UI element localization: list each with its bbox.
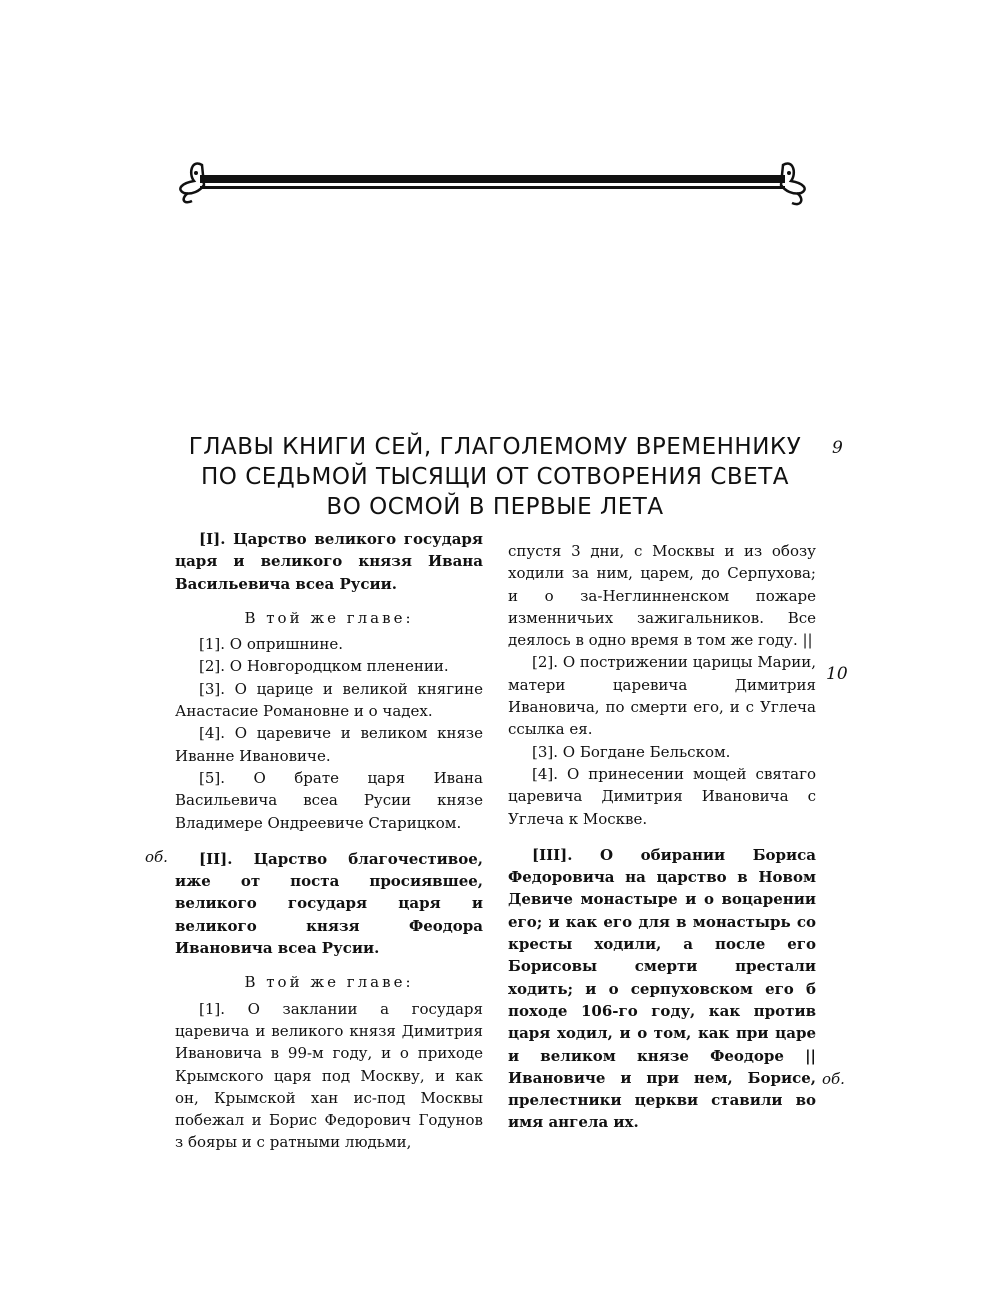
chapter-3-heading: [III]. О обирании Бориса Федоровича на царство в Новом Девиче монастыре и о воцарении его; и как его для в монастырь со кресты ходили, а после его Борисовы смерти престали ходить; и о серпуховском его б походе 106-го году, как против царя ходил, и о том, как при царе и великом князе Феодоре || Ивановиче и при нем, Борисе, прелестники церкви ставили во имя ангела их.: [508, 845, 816, 1132]
list-item: [1]. О заклании а государя царевича и великого князя Димитрия Ивановича в 99-м году, и о приходе Крымского царя под Москву, и как он, Крымской хан ис-под Москвы побежал и Борис Федорович Годунов з бояры и с ратными людьми,: [175, 999, 483, 1152]
list-item: [4]. О принесении мощей святаго царевича Димитрия Ивановича с Углеча к Москве.: [508, 764, 816, 828]
title-line-3: ВО ОСМОЙ В ПЕРВЫЕ ЛЕТА: [326, 494, 664, 520]
list-item: [5]. О брате царя Ивана Васильевича всеа Русии князе Владимере Ондреевиче Старицком.: [175, 768, 483, 832]
margin-note-right: об.: [822, 1070, 845, 1088]
page-marker-10: 10: [826, 664, 848, 684]
page-title: [165, 432, 825, 522]
subsection-label: В той же главе:: [244, 608, 414, 627]
title-line-2: ПО СЕДЬМОЙ ТЫСЯЩИ ОТ СОТВОРЕНИЯ СВЕТА: [201, 464, 789, 490]
list-item: [4]. О царевиче и великом князе Иванне Ивановиче.: [175, 724, 483, 765]
list-item: [2]. О пострижении царицы Марии, матери царевича Димитрия Ивановича, по смерти его, и с Углеча ссылка ея.: [508, 653, 816, 739]
continued-text: спустя 3 дни, с Москвы и из обозу ходили за ним, царем, до Серпухова; и о за-Неглинненском пожаре изменничьих зажигальников. Все деялось в одно время в том же году. ||: [508, 542, 816, 650]
list-item: [3]. О царице и великой княгине Анастасие Романовне и о чадех.: [175, 679, 483, 721]
chapter-2-heading: [II]. Царство благочестивое, иже от поста просиявшее, великого государя царя и великого князя Феодора Ивановича всеа Русии.: [175, 849, 483, 958]
left-column: [175, 528, 483, 1154]
chapter-1-heading: [I]. Царство великого государя царя и великого князя Ивана Васильевича всеа Русии.: [175, 530, 483, 593]
list-item: [2]. О Новгородцком пленении.: [199, 657, 449, 676]
list-item: [1]. О опришнине.: [199, 635, 344, 654]
subsection-label: В той же главе:: [244, 973, 414, 992]
page-marker-9: 9: [832, 438, 843, 458]
right-column: [508, 540, 816, 1134]
decorative-rule-ornament: [170, 155, 815, 215]
list-item: [3]. О Богдане Бельском.: [532, 742, 731, 761]
margin-note-left: об.: [145, 848, 168, 866]
title-line-1: ГЛАВЫ КНИГИ СЕЙ, ГЛАГОЛЕМОМУ ВРЕМЕННИКУ: [188, 434, 802, 460]
